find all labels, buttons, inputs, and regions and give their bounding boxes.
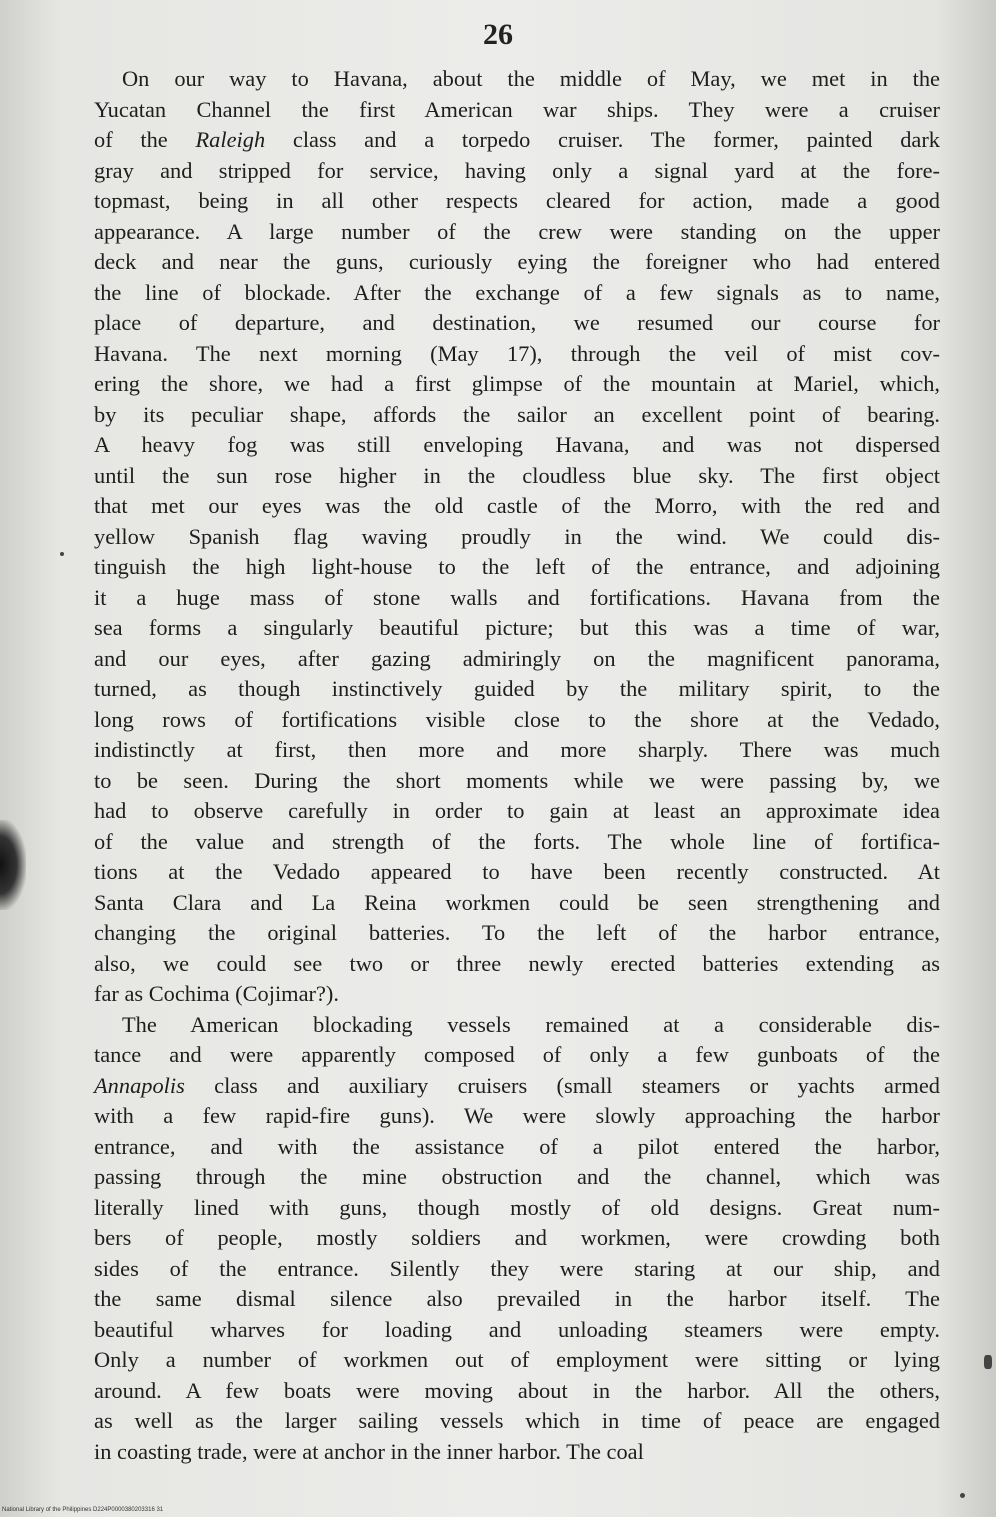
text-line: sea forms a singularly beautiful picture; but this was a time of war, [94,615,940,640]
text-line: Yucatan Channel the first American war ships. They were a cruiser [94,96,940,122]
text-line: tance and were apparently composed of only a few gunboats of the [94,1042,940,1067]
text-line: Only a number of workmen out of employment were sitting or lying [94,1347,940,1372]
text-line: indistinctly at first, then more and more sharply. There was much [94,737,940,762]
text-line: turned, as though instinctively guided by the military spirit, to the [94,676,940,701]
text-line: to be seen. During the short moments while we were passing by, we [94,767,940,793]
text-line: changing the original batteries. To the left of the harbor entrance, [94,920,940,945]
text-line: that met our eyes was the old castle of the Morro, with the red and [94,493,940,518]
scan-footer-watermark: National Library of the Philippines D224P0000380203316 31 [2,1507,164,1513]
text-line: until the sun rose higher in the cloudless blue sky. The first object [94,462,940,488]
text-line: in coasting trade, were at anchor in the inner harbor. The coal [94,1438,644,1464]
text-line: Annapolis class and auxiliary cruisers (small steamers or yachts armed [94,1072,940,1098]
page-number: 26 [483,18,513,51]
text-line: passing through the mine obstruction and the channel, which was [94,1164,940,1189]
text-line: deck and near the guns, curiously eying the foreigner who had entered [94,249,940,274]
text-line: beautiful wharves for loading and unloading steamers were empty. [94,1316,940,1342]
text-line: place of departure, and destination, we resumed our course for [94,310,940,335]
text-line: long rows of fortifications visible close to the shore at the Vedado, [94,706,940,732]
text-line: entrance, and with the assistance of a pilot entered the harbor, [94,1133,940,1159]
text-line: and our eyes, after gazing admiringly on the magnificent panorama, [94,645,940,671]
ink-speck [984,1355,992,1369]
ship-class-name: Raleigh [195,127,266,152]
text-line: bers of people, mostly soldiers and workmen, were crowding both [94,1225,940,1250]
text-line: around. A few boats were moving about in the harbor. All the others, [94,1377,940,1403]
text-line: On our way to Havana, about the middle of May, we met in the [122,66,940,91]
text-line: with a few rapid-fire guns). We were slowly approaching the harbor [94,1103,940,1128]
ink-speck [60,552,64,556]
text-line: it a huge mass of stone walls and fortifications. Havana from the [94,584,940,610]
body-text [94,64,940,1467]
text-line: tions at the Vedado appeared to have been recently constructed. At [94,859,940,884]
text-line: by its peculiar shape, affords the sailor an excellent point of bearing. [94,401,940,427]
text-line: the same dismal silence also prevailed in the harbor itself. The [94,1286,940,1311]
text-line: as well as the larger sailing vessels which in time of peace are engaged [94,1408,940,1433]
text-line: had to observe carefully in order to gain at least an approximate idea [94,798,940,823]
text-line: of the Raleigh class and a torpedo cruiser. The former, painted dark [94,127,941,152]
text-line: The American blockading vessels remained at a considerable dis- [122,1011,940,1037]
text-line: of the value and strength of the forts. The whole line of fortifica- [94,828,940,854]
text-line: far as Cochima (Cojimar?). [94,981,339,1006]
ink-speck [960,1493,965,1498]
text-line: tinguish the high light-house to the left of the entrance, and adjoining [94,554,940,579]
binding-shadow [0,820,26,910]
text-line: sides of the entrance. Silently they were staring at our ship, and [94,1255,940,1281]
text-line: yellow Spanish flag waving proudly in the wind. We could dis- [94,523,940,549]
text-line: literally lined with guns, though mostly of old designs. Great num- [94,1194,940,1220]
text-line: ering the shore, we had a first glimpse of the mountain at Mariel, which, [94,371,940,396]
text-line: gray and stripped for service, having only a signal yard at the fore- [94,157,940,183]
ship-class-name: Annapolis [94,1072,185,1098]
paragraph-1 [94,64,940,1010]
text-line: A heavy fog was still enveloping Havana, and was not dispersed [94,432,940,457]
text-line: the line of blockade. After the exchange of a few signals as to name, [94,279,940,305]
text-line: appearance. A large number of the crew were standing on the upper [94,218,940,244]
paragraph-2 [94,1010,940,1468]
text-line: Santa Clara and La Reina workmen could be seen strengthening and [94,889,940,915]
text-line: also, we could see two or three newly erected batteries extending as [94,950,940,976]
text-line: topmast, being in all other respects cleared for action, made a good [94,188,940,213]
text-line: Havana. The next morning (May 17), through the veil of mist cov- [94,340,940,366]
